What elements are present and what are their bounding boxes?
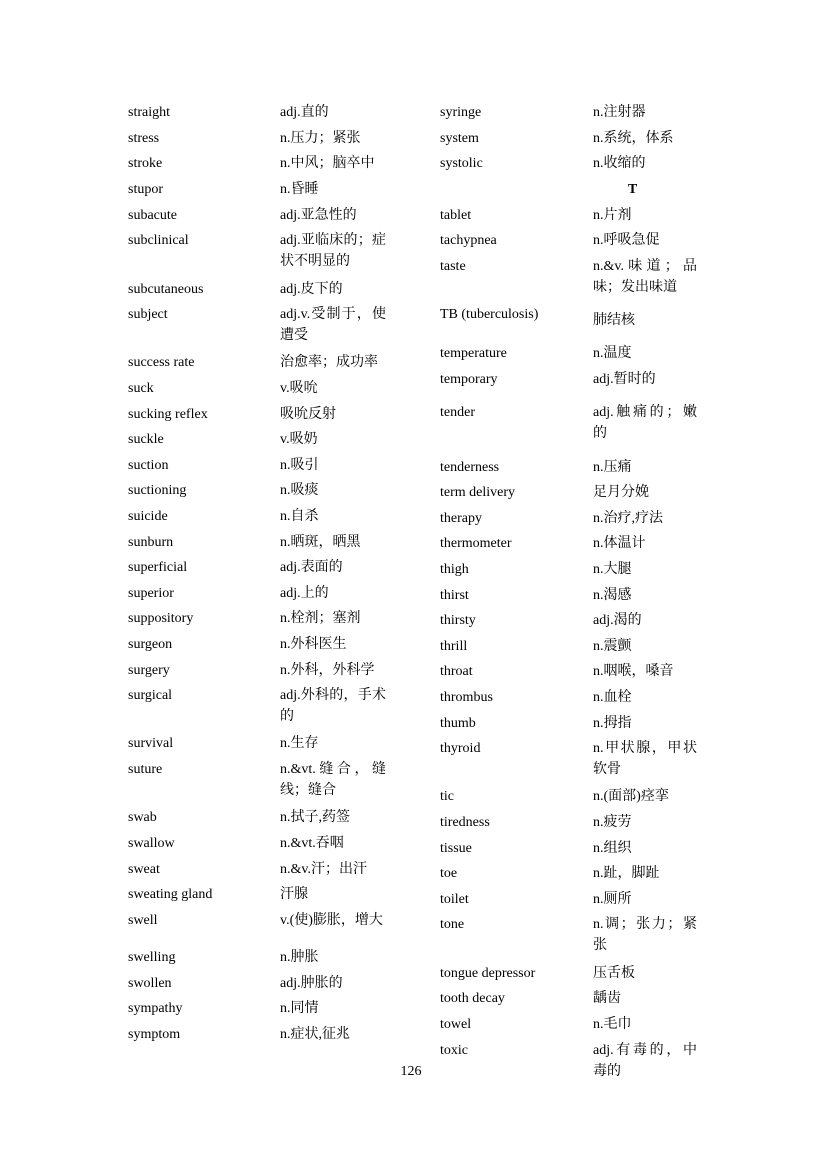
entry-term: subacute [128,207,177,223]
entry-definition: adj.表面的 [280,560,343,576]
glossary-entry [440,400,715,454]
entry-term: toxic [440,1042,468,1058]
entry-term: subject [128,307,168,323]
glossary-entry [128,453,398,479]
entry-term: subcutaneous [128,281,204,297]
entry-definition: n.呼吸急促 [593,233,660,249]
glossary-entry [128,731,398,757]
entry-term: suture [128,762,163,778]
entry-definition: adj.有毒的，中毒的 [593,1042,697,1079]
entry-term: tender [440,405,475,421]
entry-definition: n.咽喉，嗓音 [593,664,674,680]
glossary-entry [440,367,715,400]
entry-term: TB (tuberculosis) [440,307,539,323]
entry-term: success rate [128,355,195,371]
glossary-entry [128,657,398,683]
entry-definition: n.生存 [280,736,319,752]
entry-definition: 压舌板 [593,965,635,981]
glossary-entry [128,945,398,971]
entry-definition: n.昏睡 [280,182,319,198]
glossary-entry [440,228,715,254]
entry-term: thirsty [440,613,476,629]
entry-term: systolic [440,156,483,172]
entry-definition: 汗腺 [280,887,308,903]
entry-term: towel [440,1016,472,1032]
glossary-entry [440,100,715,126]
entry-term: sucking reflex [128,406,208,422]
entry-definition: adj.暂时的 [593,372,656,388]
glossary-entry [440,608,715,634]
entry-term: swallow [128,835,175,851]
entry-term: stroke [128,156,163,172]
entry-term: thirst [440,587,469,603]
entry-term: sweat [128,861,160,877]
entry-definition: n.毛巾 [593,1016,632,1032]
entry-definition: n.&vt.吞咽 [280,835,344,851]
entry-definition: n.拭子,药签 [280,810,350,826]
glossary-entry [128,1022,398,1048]
glossary-entry [440,582,715,608]
entry-term: swell [128,912,158,928]
entry-term: suctioning [128,483,187,499]
entry-term: sunburn [128,534,174,550]
entry-definition: adj.肿胀的 [280,975,343,991]
glossary-entry [128,555,398,581]
entry-definition: n.&v.味道；品味；发出味道 [593,258,697,295]
entry-definition: n.&vt.缝合，缝线；缝合 [280,762,386,799]
glossary-entry [128,632,398,658]
entry-term: thumb [440,715,476,731]
entry-term: temperature [440,346,507,362]
entry-term: subclinical [128,233,189,249]
entry-definition: 肺结核 [593,313,635,329]
entry-definition: n.片剂 [593,207,632,223]
entry-definition: adj.直的 [280,105,329,121]
entry-term: survival [128,736,174,752]
entry-term: surgical [128,688,173,704]
entry-term: tone [440,917,465,933]
entry-definition: n.大腿 [593,562,632,578]
entry-definition: n.栓剂；塞剂 [280,611,361,627]
entry-definition: v.(使)膨胀，增大 [280,912,383,928]
entry-definition: adj.皮下的 [280,281,343,297]
glossary-entry [128,478,398,504]
entry-definition: n.体温计 [593,536,646,552]
entry-term: swelling [128,950,176,966]
entry-term: surgeon [128,636,173,652]
entry-term: toe [440,866,458,882]
entry-term: system [440,130,479,146]
entry-term: suck [128,381,154,397]
entry-term: taste [440,258,466,274]
glossary-entry [128,401,398,427]
entry-term: superficial [128,560,188,576]
entry-term: tiredness [440,815,490,831]
glossary-entry [440,341,715,367]
entry-definition: n.震颤 [593,638,632,654]
entry-definition: n.外科医生 [280,636,347,652]
glossary-entry [440,887,715,913]
entry-definition: n.症状,征兆 [280,1026,350,1042]
entry-definition: 足月分娩 [593,485,649,501]
entry-term: tissue [440,840,472,856]
right-column [440,100,715,1084]
entry-term: tenderness [440,459,500,475]
glossary-entry [440,126,715,152]
entry-definition: 治愈率；成功率 [280,355,378,371]
entry-term: therapy [440,510,482,526]
entry-definition: n.外科，外科学 [280,662,375,678]
entry-definition: n.晒斑，晒黑 [280,534,361,550]
glossary-entry [128,805,398,831]
glossary-entry [128,126,398,152]
glossary-entry [440,506,715,532]
glossary-entry [440,1012,715,1038]
entry-definition: n.温度 [593,346,632,362]
glossary-entry [440,302,715,341]
glossary-entry [128,856,398,882]
entry-term: thyroid [440,741,481,757]
glossary-entry [128,757,398,805]
entry-definition: n.&v.汗；出汗 [280,861,367,877]
entry-definition: n.压痛 [593,459,632,475]
glossary-entry [128,202,398,228]
glossary-entry [128,302,398,350]
glossary-entry [128,504,398,530]
entry-definition: n.调；张力；紧张 [593,917,697,954]
entry-term: throat [440,664,473,680]
glossary-entry [440,454,715,480]
entry-definition: adj.渴的 [593,613,642,629]
entry-definition: n.血栓 [593,689,632,705]
glossary-entry [128,970,398,996]
glossary-entry [440,557,715,583]
glossary-entry [128,606,398,632]
entry-definition: n.中风；脑卒中 [280,156,375,172]
glossary-entry [128,100,398,126]
entry-term: stress [128,130,160,146]
entry-definition: n.收缩的 [593,156,646,172]
glossary-entry [440,710,715,736]
entry-term: thermometer [440,536,512,552]
entry-definition: n.渴感 [593,587,632,603]
entry-definition: n.同情 [280,1001,319,1017]
entry-term: stupor [128,182,163,198]
glossary-entry [128,529,398,555]
glossary-entry [128,683,398,731]
entry-definition: n.趾，脚趾 [593,866,660,882]
entry-term: sympathy [128,1001,183,1017]
entry-term: symptom [128,1026,181,1042]
entry-definition: adj.亚急性的 [280,207,357,223]
glossary-entry [128,228,398,276]
entry-definition: n.肿胀 [280,950,319,966]
entry-definition: adj.上的 [280,585,329,601]
glossary-entry [128,882,398,908]
entry-definition: n.吸引 [280,457,319,473]
glossary-entry [440,202,715,228]
glossary-entry [440,151,715,177]
entry-definition: n.拇指 [593,715,632,731]
entry-definition: v.吸奶 [280,432,318,448]
glossary-entry [128,831,398,857]
entry-term: toilet [440,891,469,907]
glossary-entry [440,254,715,302]
entry-term: temporary [440,372,498,388]
entry-term: suppository [128,611,194,627]
entry-term: suicide [128,509,168,525]
glossary-entry [128,581,398,607]
entry-term: term delivery [440,485,516,501]
glossary-entry [440,986,715,1012]
glossary-entry [128,350,398,376]
entry-term: straight [128,105,170,121]
entry-definition: n.厕所 [593,891,632,907]
entry-definition: adj.亚临床的；症状不明显的 [280,233,386,270]
glossary-entry [440,685,715,711]
glossary-entry [440,912,715,960]
entry-definition: adj.外科的，手术的 [280,688,386,725]
entry-definition: n.甲状腺，甲状软骨 [593,741,697,778]
entry-term: superior [128,585,174,601]
entry-term: thrombus [440,689,493,705]
section-letter-heading: T [627,182,638,198]
entry-definition: n.自杀 [280,509,319,525]
entry-definition: adj.v.受制于，使遭受 [280,307,386,344]
entry-definition: v.吸吮 [280,381,318,397]
entry-term: tablet [440,207,472,223]
glossary-entry [440,810,715,836]
glossary-entry [128,151,398,177]
glossary-entry [440,659,715,685]
glossary-entry [440,480,715,506]
left-column [128,100,398,1047]
glossary-entry [128,376,398,402]
entry-term: suckle [128,432,164,448]
glossary-entry [440,861,715,887]
entry-definition: n.(面部)痉挛 [593,789,669,805]
entry-term: tic [440,789,454,805]
page-number: 126 [400,1064,422,1079]
glossary-entry [440,531,715,557]
entry-definition: n.系统，体系 [593,130,674,146]
glossary-entry [128,276,398,302]
glossary-entry [128,907,398,944]
glossary-entry [128,177,398,203]
glossary-entry [440,835,715,861]
entry-definition: n.压力；紧张 [280,130,361,146]
glossary-entry [440,736,715,784]
entry-term: tooth decay [440,991,505,1007]
entry-term: thrill [440,638,468,654]
entry-term: syringe [440,105,482,121]
glossary-entry [440,784,715,810]
entry-definition: 龋齿 [593,991,621,1007]
entry-term: sweating gland [128,887,213,903]
entry-definition: adj.触痛的；嫩的 [593,405,697,442]
entry-definition: n.注射器 [593,105,646,121]
glossary-entry [440,634,715,660]
entry-definition: n.吸痰 [280,483,319,499]
glossary-entry [128,996,398,1022]
entry-term: swab [128,810,157,826]
entry-term: thigh [440,562,469,578]
glossary-entry [128,427,398,453]
entry-term: surgery [128,662,170,678]
entry-term: swollen [128,975,172,991]
entry-definition: 吸吮反射 [280,406,336,422]
entry-term: tongue depressor [440,965,536,981]
entry-definition: n.疲劳 [593,815,632,831]
glossary-entry [440,960,715,986]
entry-definition: n.治疗,疗法 [593,510,663,526]
entry-definition: n.组织 [593,840,632,856]
entry-term: tachypnea [440,233,497,249]
entry-term: suction [128,457,169,473]
